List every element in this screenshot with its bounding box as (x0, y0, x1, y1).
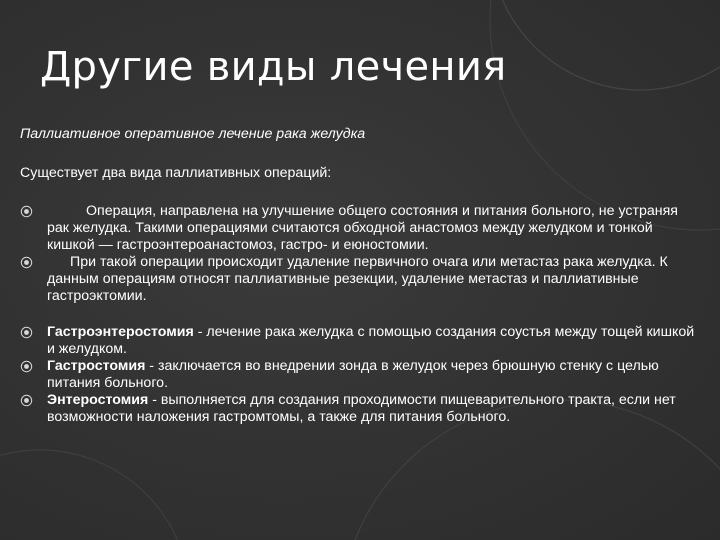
slide-title: Другие виды лечения (40, 44, 507, 90)
procedure-term: Гастроэнтеростомия (47, 324, 194, 340)
circle-dot-bullet-icon (20, 205, 33, 218)
list-item (20, 392, 700, 426)
circle-dot-bullet-icon (20, 360, 33, 373)
procedure-term: Гастростомия (47, 358, 146, 374)
list-item-text (47, 392, 700, 426)
deco-arc-bottom-left (0, 450, 190, 540)
list-item (20, 324, 700, 358)
list-item-text: При такой операции происходит удаление первичного очага или метастаз рака желудка. К данным операциям относят паллиативные резекции, удаление метастаз и паллиативные гастроэктомии. (47, 254, 668, 304)
procedure-term: Энтеростомия (47, 392, 149, 408)
procedure-definition: - заключается во внедрении зонда в желудок через брюшную стенку с целью питания больного. (47, 358, 659, 391)
intro-text: Существует два вида паллиативных операций: (20, 165, 332, 181)
slide-body (20, 126, 700, 426)
procedures-list (20, 324, 700, 426)
list-item (20, 358, 700, 392)
spacer (20, 305, 700, 324)
list-item (20, 254, 700, 305)
operations-list (20, 203, 700, 305)
procedure-definition: - выполняется для создания проходимости пищеварительного тракта, если нет возможности наложения гастромтомы, а также для питания больного. (47, 392, 676, 425)
slide-subtitle: Паллиативное оперативное лечение рака желудка (20, 126, 366, 142)
procedure-definition: - лечение рака желудка с помощью создания соустья между тощей кишкой и желудком. (47, 324, 695, 357)
circle-dot-bullet-icon (20, 326, 33, 339)
list-item-text: Операция, направлена на улучшение общего состояния и питания больного, не устраняя рак желудка. Такими операциями считаются обходной анастомоз между желудком и тонкой кишкой — гастроэнтероанастомоз, гастро- и еюностомии. (47, 203, 678, 253)
list-item (20, 203, 700, 254)
list-item-text (47, 358, 700, 392)
circle-dot-bullet-icon (20, 256, 33, 269)
list-item-text (47, 324, 700, 358)
circle-dot-bullet-icon (20, 394, 33, 407)
